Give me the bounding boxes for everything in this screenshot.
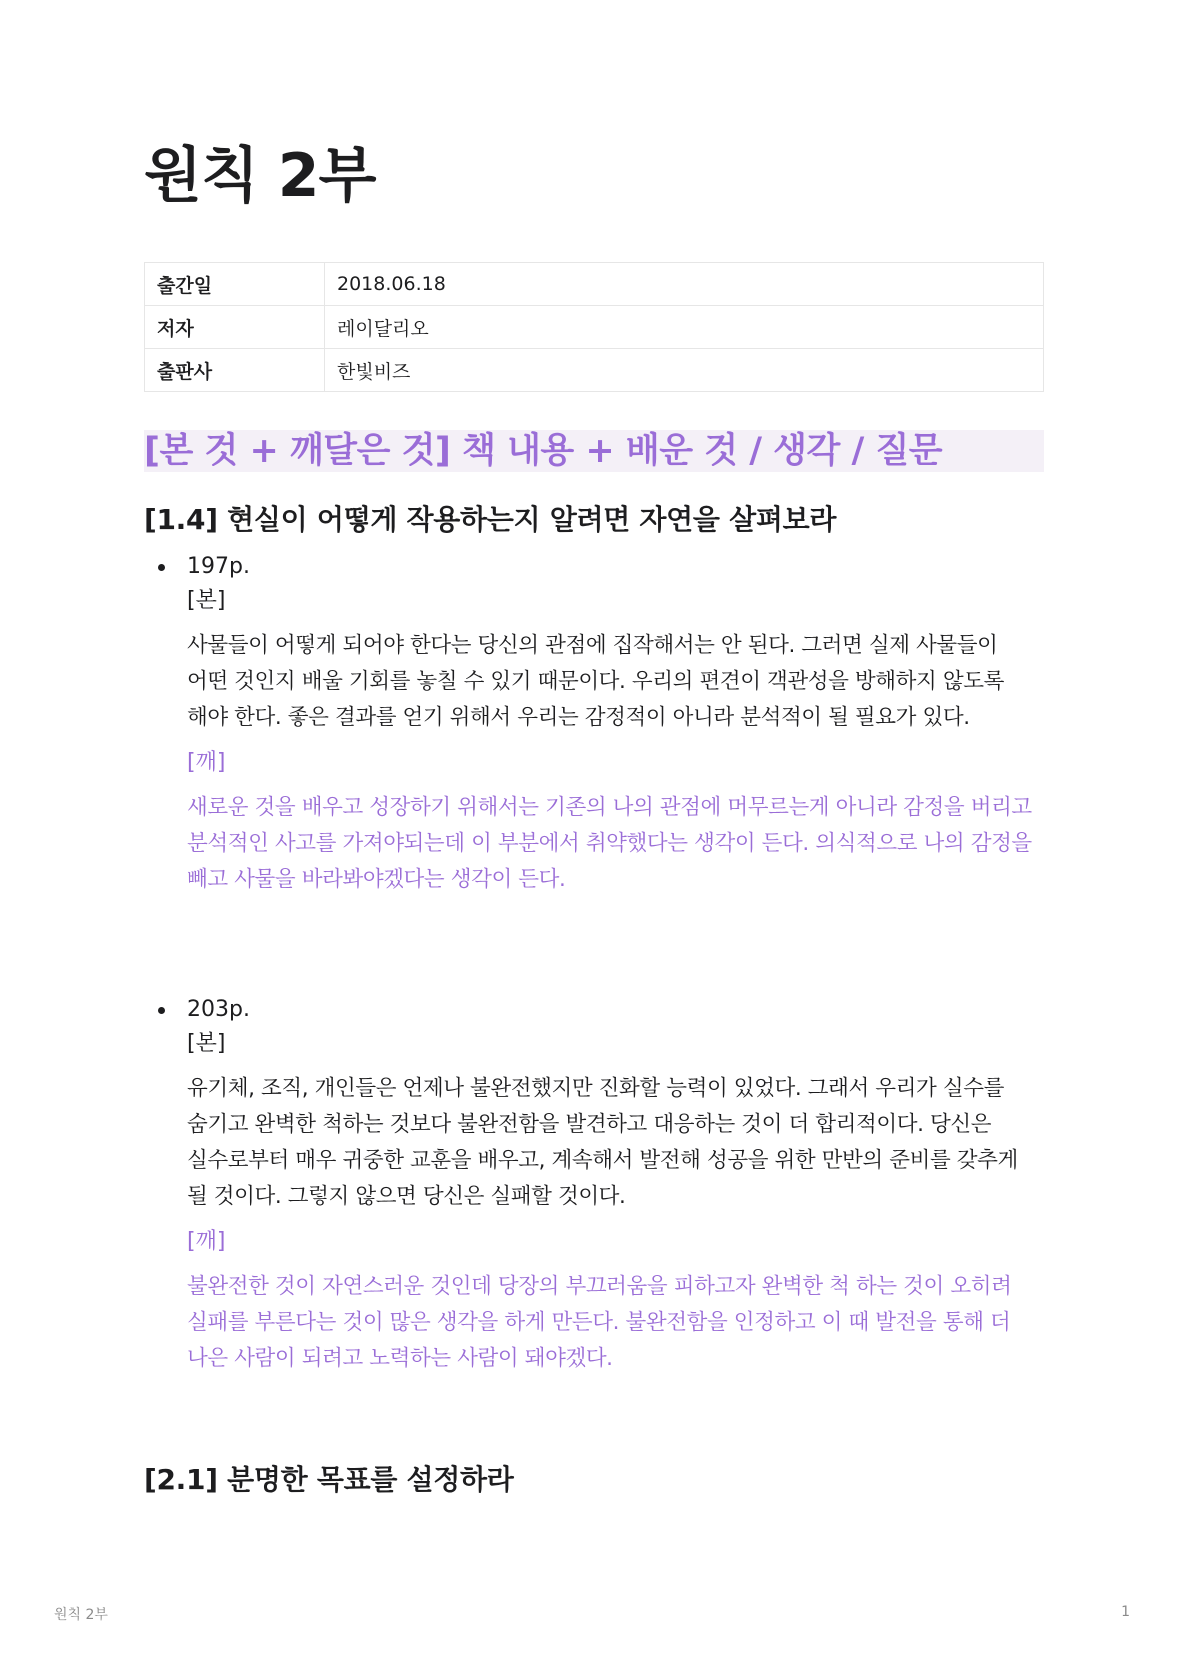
bullet-icon [158, 564, 165, 571]
table-row [145, 306, 1044, 349]
insight-paragraph: 불완전한 것이 자연스러운 것인데 당장의 부끄러움을 피하고자 완벽한 척 하는 것이 오히려 실패를 부른다는 것이 많은 생각을 하게 만든다. 불완전함을 인정하고 이 때 발전을 통해 더 나은 사람이 되려고 노력하는 사람이 돼야겠다. [187, 1274, 1012, 1371]
property-key: 출간일 [145, 263, 325, 306]
seen-tag: [본] [187, 1031, 226, 1056]
subsection-heading: [2.1] 분명한 목표를 설정하라 [144, 1463, 514, 1496]
seen-paragraph: 사물들이 어떻게 되어야 한다는 당신의 관점에 집작해서는 안 된다. 그러면 실제 사물들이 어떤 것인지 배울 기회를 놓칠 수 있기 때문이다. 우리의 편견이 객관성을 방해하지 않도록 해야 한다. 좋은 결과를 얻기 위해서 우리는 감정적이 아니라 분석적이 될 필요가 있다. [187, 633, 1004, 730]
seen-tag: [본] [187, 588, 226, 613]
table-row [145, 263, 1044, 306]
bullet-icon [158, 1007, 165, 1014]
footer-doc-title: 원칙 2부 [54, 1607, 108, 1623]
page-reference: 197p. [187, 554, 250, 579]
subsection-heading: [1.4] 현실이 어떻게 작용하는지 알려면 자연을 살펴보라 [144, 503, 837, 536]
list-item [144, 993, 1044, 1377]
page-reference: 203p. [187, 997, 250, 1022]
insight-paragraph: 새로운 것을 배우고 성장하기 위해서는 기존의 나의 관점에 머무르는게 아니라 감정을 버리고 분석적인 사고를 가져야되는데 이 부분에서 취약했다는 생각이 든다. 의식적으로 나의 감정을 빼고 사물을 바라봐야겠다는 생각이 든다. [187, 795, 1032, 892]
list-item-body [187, 993, 1044, 1377]
table-row [145, 349, 1044, 392]
list-item-body [187, 550, 1044, 898]
property-value: 한빛비즈 [325, 349, 1044, 392]
properties-table [144, 262, 1044, 392]
section-heading: [본 것 + 깨달은 것] 책 내용 + 배운 것 / 생각 / 질문 [144, 430, 1044, 472]
insight-tag: [깨] [187, 1229, 226, 1254]
property-value: 2018.06.18 [325, 263, 1044, 306]
property-key: 저자 [145, 306, 325, 349]
property-value: 레이달리오 [325, 306, 1044, 349]
list-item [144, 550, 1044, 898]
footer-page-number: 1 [1121, 1604, 1130, 1620]
property-key: 출판사 [145, 349, 325, 392]
insight-tag: [깨] [187, 750, 226, 775]
seen-paragraph: 유기체, 조직, 개인들은 언제나 불완전했지만 진화할 능력이 있었다. 그래서 우리가 실수를 숨기고 완벽한 척하는 것보다 불완전함을 발견하고 대응하는 것이 더 합리적이다. 당신은 실수로부터 매우 귀중한 교훈을 배우고, 계속해서 발전해 성공을 위한 만반의 준비를 갖추게 될 것이다. 그렇지 않으면 당신은 실패할 것이다. [187, 1076, 1018, 1209]
page-title: 원칙 2부 [144, 141, 376, 211]
